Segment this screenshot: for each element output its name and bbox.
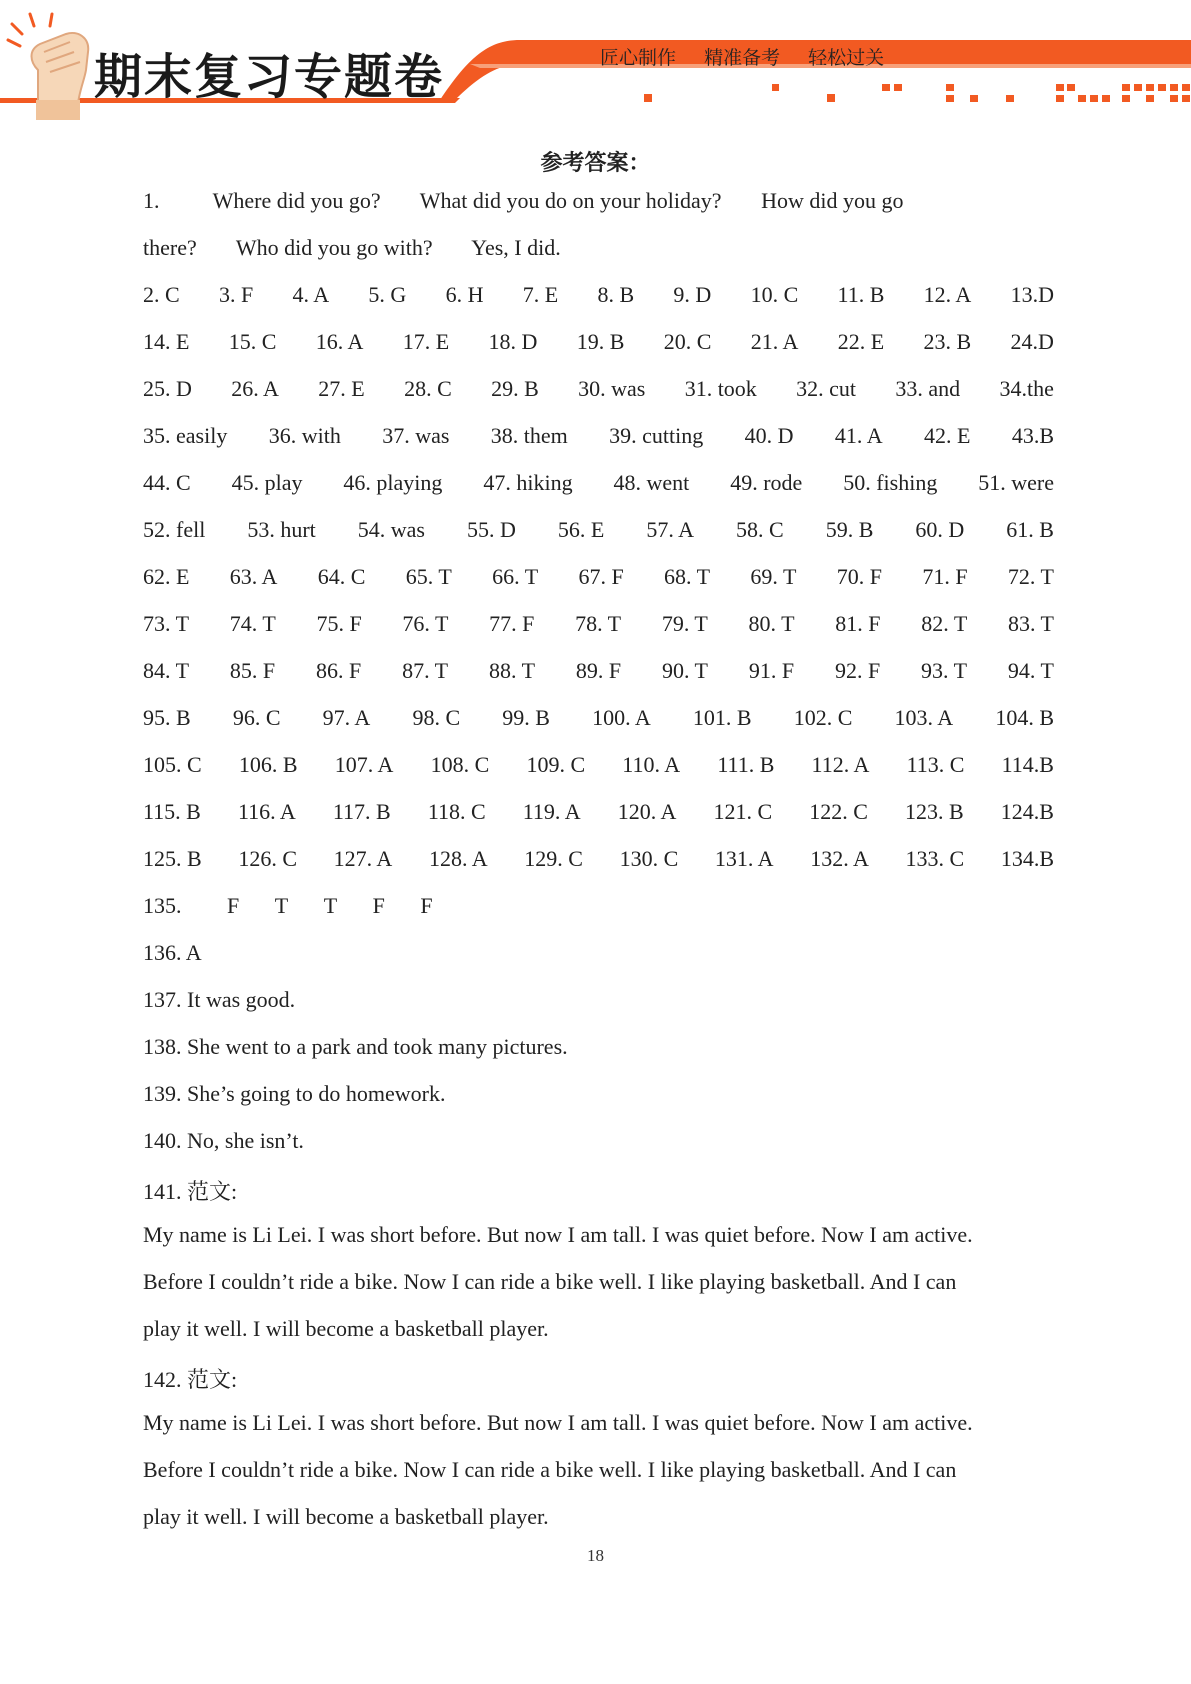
answer-item: 60. D bbox=[915, 517, 965, 542]
answer-item: 27. E bbox=[318, 376, 365, 401]
answer-item: 63. A bbox=[229, 564, 278, 589]
answer-item: 10. C bbox=[750, 282, 799, 307]
q135-line bbox=[143, 893, 1054, 919]
answer-item: 16. A bbox=[315, 329, 364, 354]
answer-item: 86. F bbox=[315, 658, 362, 683]
q135-answer: F bbox=[227, 893, 240, 918]
answer-item: 125. B bbox=[143, 846, 202, 871]
answer-line: 140. No, she isn’t. bbox=[143, 1128, 304, 1153]
answer-item: 67. F bbox=[578, 564, 624, 589]
answer-item: 107. A bbox=[334, 752, 394, 777]
answer-item: 45. play bbox=[231, 470, 303, 495]
answer-item: 117. B bbox=[332, 799, 391, 824]
answer-item: 18. D bbox=[488, 329, 538, 354]
answer-row bbox=[143, 846, 1054, 872]
answer-item: 82. T bbox=[921, 611, 968, 636]
answer-item: 48. went bbox=[613, 470, 690, 495]
q135-answer: T bbox=[323, 893, 338, 918]
answer-item: 49. rode bbox=[730, 470, 803, 495]
answer-item: 61. B bbox=[1006, 517, 1054, 542]
essay-line: Before I couldn’t ride a bike. Now I can ride a bike well. I like playing basketball. And I can bbox=[143, 1457, 957, 1482]
q1-answer: there? bbox=[143, 235, 197, 260]
answer-item: 40. D bbox=[744, 423, 794, 448]
answer-item: 106. B bbox=[238, 752, 298, 777]
answer-item: 96. C bbox=[232, 705, 281, 730]
answer-item: 57. A bbox=[646, 517, 695, 542]
answer-item: 14. E bbox=[143, 329, 190, 354]
answer-item: 112. A bbox=[811, 752, 870, 777]
answer-item: 113. C bbox=[906, 752, 965, 777]
answer-item: 133. C bbox=[905, 846, 965, 871]
q135-answer: T bbox=[274, 893, 289, 918]
answer-item: 87. T bbox=[402, 658, 449, 683]
answer-item: 24.D bbox=[1010, 329, 1054, 354]
answer-item: 79. T bbox=[661, 611, 708, 636]
answer-item: 17. E bbox=[402, 329, 450, 354]
answer-item: 20. C bbox=[663, 329, 712, 354]
answer-item: 89. F bbox=[575, 658, 622, 683]
answer-item: 83. T bbox=[1007, 611, 1054, 636]
answer-item: 2. C bbox=[143, 282, 180, 307]
answer-item: 66. T bbox=[492, 564, 539, 589]
answer-item: 7. E bbox=[522, 282, 559, 307]
answer-item: 26. A bbox=[231, 376, 279, 401]
page-number: 18 bbox=[587, 1546, 604, 1565]
q1-line-2 bbox=[143, 235, 1054, 261]
answer-item: 120. A bbox=[617, 799, 677, 824]
answer-item: 4. A bbox=[292, 282, 330, 307]
answers-title: 参考答案： bbox=[540, 151, 651, 176]
answer-item: 114.B bbox=[1001, 752, 1054, 777]
slogan-2: 精准备考 bbox=[704, 47, 781, 69]
answer-item: 39. cutting bbox=[609, 423, 704, 448]
answer-item: 25. D bbox=[143, 376, 192, 401]
answer-item: 64. C bbox=[317, 564, 366, 589]
answer-item: 95. B bbox=[143, 705, 191, 730]
answer-item: 55. D bbox=[467, 517, 516, 542]
answer-item: 127. A bbox=[333, 846, 393, 871]
answer-item: 68. T bbox=[664, 564, 711, 589]
answer-item: 97. A bbox=[322, 705, 371, 730]
answer-item: 118. C bbox=[427, 799, 486, 824]
answer-item: 33. and bbox=[895, 376, 961, 401]
answer-item: 109. C bbox=[526, 752, 586, 777]
q1-answer: What did you do on your holiday? bbox=[419, 188, 722, 213]
answer-item: 110. A bbox=[622, 752, 681, 777]
answer-line: 142. 范文: bbox=[143, 1367, 238, 1392]
answer-item: 11. B bbox=[837, 282, 885, 307]
answer-item: 84. T bbox=[143, 658, 190, 683]
answer-item: 21. A bbox=[750, 329, 799, 354]
answer-item: 103. A bbox=[894, 705, 954, 730]
answer-item: 54. was bbox=[357, 517, 425, 542]
answer-item: 73. T bbox=[143, 611, 190, 636]
answer-row bbox=[143, 329, 1054, 355]
answer-item: 37. was bbox=[382, 423, 450, 448]
answer-line: 141. 范文: bbox=[143, 1179, 238, 1204]
answer-item: 42. E bbox=[923, 423, 971, 448]
answer-item: 98. C bbox=[412, 705, 461, 730]
answer-item: 115. B bbox=[143, 799, 201, 824]
answer-item: 50. fishing bbox=[843, 470, 938, 495]
answer-item: 85. F bbox=[229, 658, 276, 683]
answer-line: 137. It was good. bbox=[143, 987, 296, 1012]
answer-row bbox=[143, 376, 1054, 402]
q1-line-1 bbox=[143, 188, 1054, 214]
fist-icon bbox=[8, 14, 88, 120]
answer-item: 71. F bbox=[922, 564, 968, 589]
answer-item: 101. B bbox=[692, 705, 752, 730]
answer-item: 104. B bbox=[995, 705, 1054, 730]
answer-item: 94. T bbox=[1007, 658, 1054, 683]
answer-line: 139. She’s going to do homework. bbox=[143, 1081, 446, 1106]
answer-item: 77. F bbox=[489, 611, 535, 636]
answer-item: 124.B bbox=[1000, 799, 1054, 824]
answer-item: 19. B bbox=[576, 329, 625, 354]
essay-line: play it well. I will become a basketball player. bbox=[143, 1316, 549, 1341]
answer-item: 36. with bbox=[268, 423, 341, 448]
answer-item: 51. were bbox=[978, 470, 1054, 495]
answer-item: 122. C bbox=[809, 799, 868, 824]
answer-row bbox=[143, 470, 1054, 496]
answer-row bbox=[143, 517, 1054, 543]
answer-item: 76. T bbox=[402, 611, 449, 636]
header-title: 期末复习专题卷 bbox=[94, 49, 445, 105]
answer-item: 52. fell bbox=[143, 517, 206, 542]
answer-item: 80. T bbox=[748, 611, 795, 636]
q1-answer: Where did you go? bbox=[212, 188, 381, 213]
answer-item: 93. T bbox=[921, 658, 968, 683]
answer-item: 3. F bbox=[218, 282, 254, 307]
answer-item: 38. them bbox=[490, 423, 568, 448]
answer-item: 126. C bbox=[238, 846, 297, 871]
answer-line: 138. She went to a park and took many pictures. bbox=[143, 1034, 568, 1059]
answer-item: 108. C bbox=[430, 752, 490, 777]
answer-item: 13.D bbox=[1010, 282, 1054, 307]
slogan-3: 轻松过关 bbox=[808, 47, 885, 69]
essay-line: My name is Li Lei. I was short before. But now I am tall. I was quiet before. Now I am active. bbox=[143, 1222, 973, 1247]
answer-item: 65. T bbox=[405, 564, 452, 589]
answer-item: 91. F bbox=[748, 658, 795, 683]
answer-item: 12. A bbox=[923, 282, 972, 307]
answer-row bbox=[143, 282, 1054, 308]
answer-row bbox=[143, 423, 1054, 449]
q1-number: 1. bbox=[143, 188, 160, 213]
answer-row bbox=[143, 752, 1054, 778]
q135-answer: F bbox=[372, 893, 385, 918]
answer-item: 128. A bbox=[428, 846, 488, 871]
answer-item: 32. cut bbox=[796, 376, 857, 401]
answer-item: 47. hiking bbox=[483, 470, 573, 495]
answer-line: 136. A bbox=[143, 940, 202, 965]
essay-line: play it well. I will become a basketball player. bbox=[143, 1504, 549, 1529]
answer-row bbox=[143, 799, 1054, 825]
answer-item: 78. T bbox=[575, 611, 622, 636]
answer-item: 81. F bbox=[835, 611, 881, 636]
answer-item: 23. B bbox=[923, 329, 972, 354]
answer-item: 74. T bbox=[229, 611, 276, 636]
answer-row bbox=[143, 658, 1054, 684]
q1-answer: Yes, I did. bbox=[471, 235, 561, 260]
answer-row bbox=[143, 611, 1054, 637]
answer-item: 121. C bbox=[713, 799, 773, 824]
q1-answer: How did you go bbox=[761, 188, 904, 213]
answer-item: 62. E bbox=[143, 564, 190, 589]
answer-item: 92. F bbox=[834, 658, 881, 683]
answer-item: 34.the bbox=[999, 376, 1054, 401]
answer-item: 15. C bbox=[228, 329, 277, 354]
answer-item: 30. was bbox=[578, 376, 646, 401]
page-header bbox=[0, 0, 1191, 120]
answer-item: 116. A bbox=[237, 799, 296, 824]
answer-item: 72. T bbox=[1007, 564, 1054, 589]
q1-answer: Who did you go with? bbox=[235, 235, 433, 260]
essay-line: My name is Li Lei. I was short before. But now I am tall. I was quiet before. Now I am active. bbox=[143, 1410, 973, 1435]
answer-item: 44. C bbox=[143, 470, 191, 495]
answer-item: 99. B bbox=[502, 705, 550, 730]
answer-item: 59. B bbox=[825, 517, 874, 542]
q135-answer: F bbox=[420, 893, 433, 918]
answer-row bbox=[143, 564, 1054, 590]
answer-item: 90. T bbox=[661, 658, 708, 683]
answer-item: 6. H bbox=[445, 282, 484, 307]
answer-item: 131. A bbox=[714, 846, 774, 871]
answer-item: 9. D bbox=[673, 282, 712, 307]
answer-item: 100. A bbox=[592, 705, 651, 730]
answer-item: 132. A bbox=[810, 846, 869, 871]
answer-item: 119. A bbox=[522, 799, 581, 824]
answer-item: 22. E bbox=[837, 329, 885, 354]
essay-line: Before I couldn’t ride a bike. Now I can ride a bike well. I like playing basketball. And I can bbox=[143, 1269, 957, 1294]
answer-row bbox=[143, 705, 1054, 731]
answer-item: 105. C bbox=[143, 752, 202, 777]
slogan-1: 匠心制作 bbox=[600, 47, 677, 69]
answer-item: 28. C bbox=[404, 376, 452, 401]
answer-item: 102. C bbox=[793, 705, 853, 730]
answer-item: 56. E bbox=[557, 517, 605, 542]
answer-item: 75. F bbox=[316, 611, 362, 636]
answer-item: 123. B bbox=[904, 799, 964, 824]
answer-item: 53. hurt bbox=[247, 517, 316, 542]
answer-item: 134.B bbox=[1000, 846, 1054, 871]
answer-item: 31. took bbox=[684, 376, 757, 401]
answer-item: 8. B bbox=[597, 282, 635, 307]
answer-item: 41. A bbox=[834, 423, 883, 448]
answer-item: 130. C bbox=[619, 846, 679, 871]
q135-number: 135. bbox=[143, 893, 182, 918]
answer-item: 43.B bbox=[1011, 423, 1054, 448]
answer-item: 29. B bbox=[491, 376, 539, 401]
answer-item: 70. F bbox=[836, 564, 883, 589]
answer-item: 5. G bbox=[368, 282, 407, 307]
answer-item: 111. B bbox=[717, 752, 775, 777]
answer-item: 129. C bbox=[524, 846, 583, 871]
answer-item: 35. easily bbox=[143, 423, 228, 448]
header-slogans bbox=[600, 43, 906, 70]
answer-item: 88. T bbox=[488, 658, 536, 683]
answer-item: 58. C bbox=[736, 517, 784, 542]
answer-item: 46. playing bbox=[343, 470, 443, 495]
answer-item: 69. T bbox=[750, 564, 797, 589]
